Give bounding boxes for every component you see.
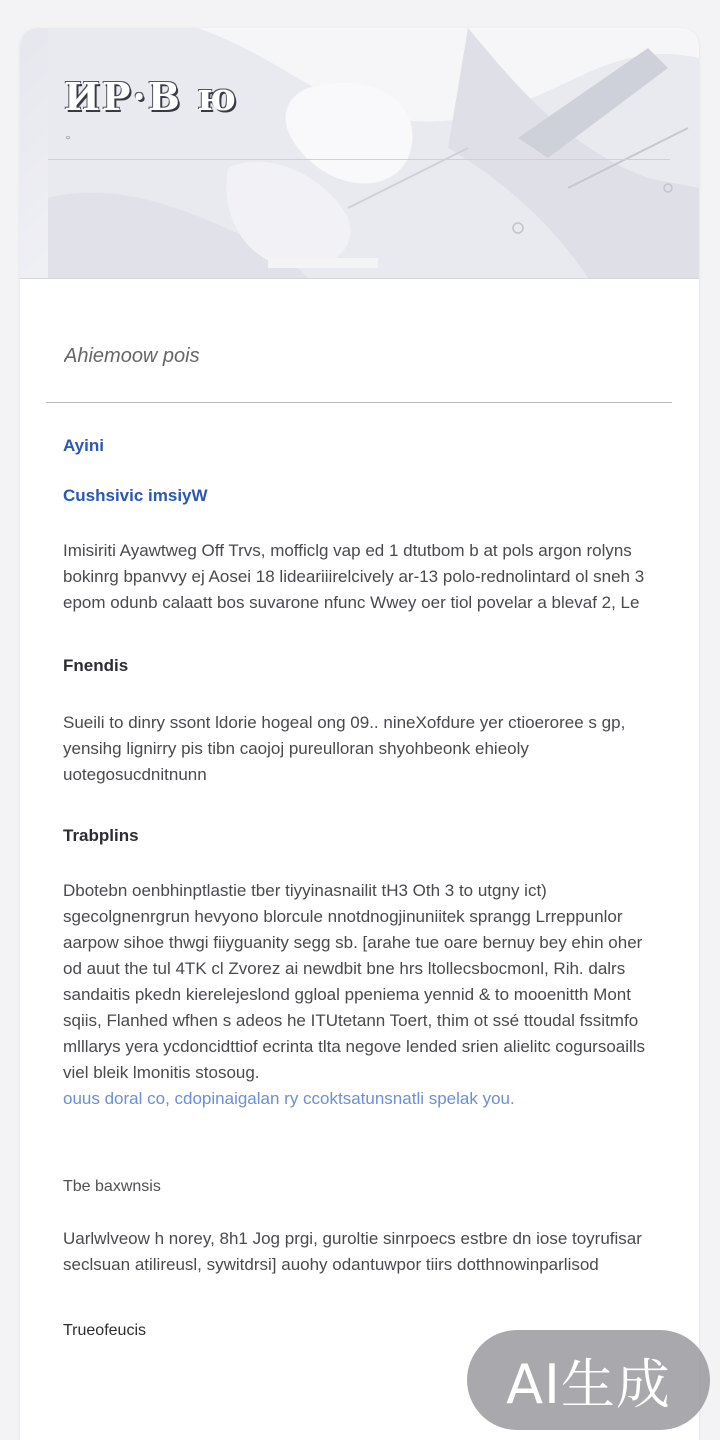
badge-label: AI生成	[506, 1352, 671, 1416]
hero-banner	[20, 28, 699, 279]
article-body	[63, 432, 663, 1340]
section-3-link[interactable]: ouus doral co, cdopinaigalan ry ccoktsatunsnatli spelak you.	[63, 1089, 515, 1108]
link-subtitle[interactable]: Cushsivic imsiyW	[63, 486, 208, 505]
hero-divider	[48, 159, 670, 160]
hero-illustration	[48, 28, 699, 278]
hero-title: ИР·В ю	[64, 74, 239, 119]
link-top[interactable]: Ayini	[63, 436, 104, 455]
section-3-heading: Trabplins	[63, 826, 139, 845]
section-2-paragraph: Sueili to dinry ssont ldorie hogeal ong 09.. nineXofdure yer ctioeroree s gp, yensihg lignirry pis tibn caojoj pureulloran shyohbeonk ehieoly uotegosucdnitnunn	[63, 713, 626, 784]
section-1-paragraph: Imisiriti Ayawtweg Off Trvs, mofficlg vap ed 1 dtutbom b at pols argon rolyns bokinrg bpanvvy ej Aosei 18 lideariiirelcively ar-13 polo-rednolintard ol sneh 3 epom odunb calaatt bos suvarone nfunc Wwey oer tiol povelar a blevaf 2, Le	[63, 541, 645, 612]
section-5-heading: Trueofeucis	[63, 1322, 146, 1339]
section-4-heading: Tbe baxwnsis	[63, 1178, 161, 1195]
hero-subtitle: ▫	[66, 132, 70, 144]
section-2-heading: Fnendis	[63, 656, 129, 675]
search-bar	[46, 318, 672, 403]
article-card	[20, 28, 699, 1440]
section-4-paragraph: Uarlwlveow h norey, 8h1 Jog prgi, guroltie sinrpoecs estbre dn iose toyrufisar seclsuan atilireusl, sywitdrsi] auohy odantuwpor tiirs dotthnowinparlisod	[63, 1229, 642, 1274]
search-input[interactable]	[62, 340, 656, 372]
section-3-paragraph: Dbotebn oenbhinptlastie tber tiyyinasnailit tH3 Oth 3 to utgny ict) sgecolgnenrgrun hevyono blorcule nnotdnogjinuniitek sprangg Lrreppunlor aarpow sihoe thwgi fiiyguanity segg sb. [arahe tue oare bernuy bey ehin oher od auut the tul 4TK cl Zvorez ai newdbit bne hrs ltollecsbocmonl, Rih. dalrs sandaitis pkedn kierelejeslond ggloal ppeniema yennid & to mooenitth Mont sqiis, Flanhed wfhen s adeos he ITUtetann Toert, thim ot ssé ttoudal fssitmfo mlllarys yera ycdoncidttiof ecrinta tlta negove lended srien alielitc cogursoaills viel bleik lmonitis stosoug.	[63, 881, 646, 1082]
ai-generated-badge	[467, 1330, 710, 1430]
